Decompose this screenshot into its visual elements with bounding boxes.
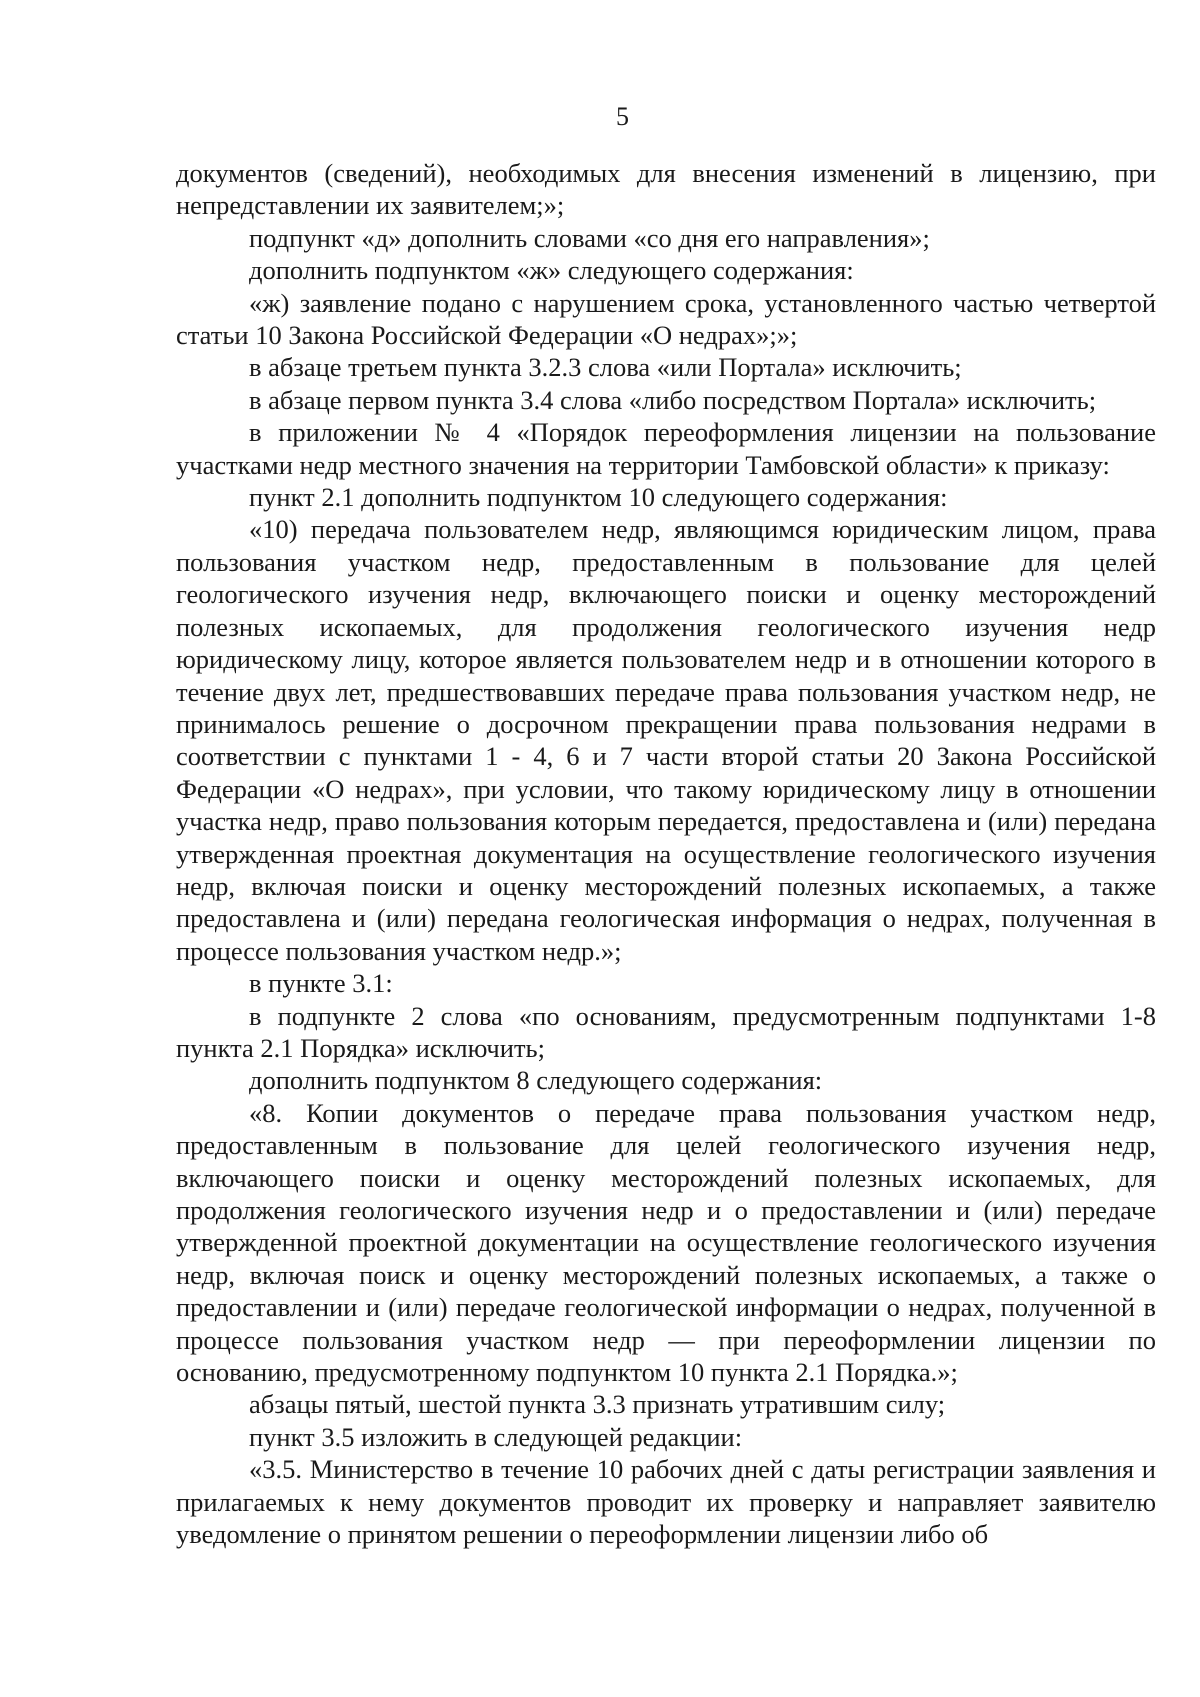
paragraph: в абзаце третьем пункта 3.2.3 слова «или Портала» исключить; bbox=[249, 352, 962, 383]
document-body bbox=[176, 157, 1156, 1550]
paragraph: абзацы пятый, шестой пункта 3.3 признать утратившим силу; bbox=[249, 1389, 946, 1420]
paragraph: в пункте 3.1: bbox=[249, 968, 393, 999]
paragraph: дополнить подпунктом «ж» следующего содержания: bbox=[249, 255, 854, 286]
page-number: 5 bbox=[616, 102, 629, 131]
paragraph: «10) передача пользователем недр, являющимся юридическим лицом, права пользования участком недр, предоставленным в пользование для целей геологического изучения недр, включающего поиски и оценку месторождений полезных ископаемых, для продолжения геологического изучения недр юридическому лицу, которое является пользователем недр и в отношении которого в течение двух лет, предшествовавших передаче права пользования участком недр, не принималось решение о досрочном прекращении права пользования недрами в соответствии с пунктами 1 - 4, 6 и 7 части второй статьи 20 Закона Российской Федерации «О недрах», при условии, что такому юридическому лицу в отношении участка недр, право пользования которым передается, предоставлена и (или) передана утвержденная проектная документация на осуществление геологического изучения недр, включая поиски и оценку месторождений полезных ископаемых, а также предоставлена и (или) передана геологическая информация о недрах, полученная в процессе пользования участком недр.»; bbox=[176, 514, 1156, 966]
paragraph: в приложении № 4 «Порядок переоформления лицензии на пользование участками недр местного значения на территории Тамбовской области» к приказу: bbox=[176, 417, 1156, 480]
paragraph: «ж) заявление подано с нарушением срока, установленного частью четвертой статьи 10 Закона Российской Федерации «О недрах»;»; bbox=[176, 287, 1156, 351]
paragraph: пункт 2.1 дополнить подпунктом 10 следующего содержания: bbox=[249, 482, 948, 513]
paragraph: дополнить подпунктом 8 следующего содержания: bbox=[249, 1065, 823, 1096]
paragraph: в подпункте 2 слова «по основаниям, предусмотренным подпунктами 1-8 пункта 2.1 Порядка» исключить; bbox=[176, 1000, 1156, 1063]
paragraph: «8. Копии документов о передаче права пользования участком недр, предоставленным в пользование для целей геологического изучения недр, включающего поиски и оценку месторождений полезных ископаемых, для продолжения геологического изучения недр и о предоставлении и (или) передаче утвержденной проектной документации на осуществление геологического изучения недр, включая поиск и оценку месторождений полезных ископаемых, а также о предоставлении и (или) передаче геологической информации о недрах, полученной в процессе пользования участком недр — при переоформлении лицензии по основанию, предусмотренному подпунктом 10 пункта 2.1 Порядка.»; bbox=[176, 1097, 1156, 1388]
paragraph: подпункт «д» дополнить словами «со дня его направления»; bbox=[249, 222, 930, 253]
paragraph: в абзаце первом пункта 3.4 слова «либо посредством Портала» исключить; bbox=[249, 384, 1097, 415]
paragraph: пункт 3.5 изложить в следующей редакции: bbox=[249, 1421, 743, 1452]
paragraph: «3.5. Министерство в течение 10 рабочих дней с даты регистрации заявления и прилагаемых к нему документов проводит их проверку и направляет заявителю уведомление о принятом решении о переоформлении лицензии либо об bbox=[176, 1454, 1156, 1550]
paragraph: документов (сведений), необходимых для внесения изменений в лицензию, при непредставлении их заявителем;»; bbox=[176, 158, 1156, 221]
